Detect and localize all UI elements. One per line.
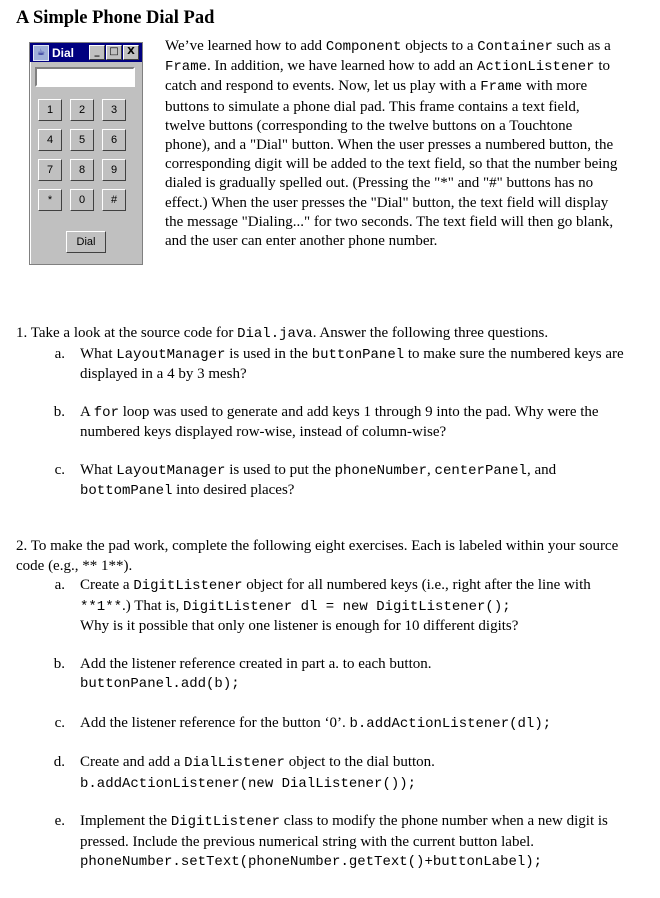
text-span: We’ve learned how to add [165,38,326,54]
text-span: 1. Take a look at the source code for [16,325,238,341]
text-span: A [80,403,94,420]
close-button[interactable]: X [123,45,139,60]
sub-question-label: a. [54,345,65,362]
text-span: Why is it possible that only one listener is enough for 10 different digits? [80,618,519,634]
page-title: A Simple Phone Dial Pad [16,8,215,28]
sub-question-text [80,403,636,443]
text-span: is used to put the [225,461,335,478]
sub-question [16,403,636,443]
phone-number-field[interactable] [35,67,135,87]
dial-button[interactable]: Dial [66,231,106,253]
key-button[interactable]: * [38,189,62,211]
key-button[interactable]: 0 [70,189,94,211]
sub-question-label: c. [54,714,65,731]
key-button[interactable]: 6 [102,129,126,151]
code-span: LayoutManager [116,462,226,479]
sub-question [16,753,636,794]
key-button[interactable]: 1 [38,99,62,121]
text-span: with more buttons to simulate a phone dial pad. This frame contains a text field, twelve buttons (corresponding to the twelve buttons on a Touchtone phone), and a "Dial" button. When the user presses a numbered button, the corresponding digit will be added to the text field, so that the number being dialed is gradually spelled out. (Pressing the "*" and "#" buttons has no effect.) When the user presses the "Dial" button, the text field will display the message "Dialing..." for two seconds. The text field will then go blank, and the user can enter another phone number. [165,78,618,250]
key-button[interactable]: 5 [70,129,94,151]
sub-question-text [80,461,636,502]
code-span: Container [477,39,553,55]
text-span: . Answer the following three questions. [312,325,549,341]
maximize-button[interactable]: □ [106,45,122,60]
text-span: , [427,461,435,478]
text-span: loop was used to generate and add keys 1 through 9 into the pad. Why were the numbered keys displayed row-wise, instead of column-wise? [80,403,599,440]
text-span: to make sure the numbered keys are displayed in a 4 by 3 mesh? [80,345,624,382]
code-span: Dial.java [237,326,313,342]
code-span: DigitListener [170,814,281,830]
code-span: centerPanel [434,462,527,479]
code-span: phoneNumber.setText(phoneNumber.getText()+buttonLabel); [80,854,543,870]
code-span: Frame [480,79,523,96]
text-span: objects to a [401,38,478,54]
sub-question [16,461,636,502]
code-span: b.addActionListener(dl); [349,715,552,732]
sub-question-text [80,812,636,873]
text-span: .) That is, [122,597,183,614]
sub-question [16,345,636,385]
code-span: Frame [165,59,208,76]
minimize-button[interactable]: _ [89,45,105,60]
question-2 [16,537,636,873]
sub-question-label: c. [54,461,65,478]
sub-question-text [80,714,636,735]
text-span: object for all numbered keys (i.e., right after the line with [242,577,591,593]
sub-question-text [80,576,636,637]
code-span: **1** [80,598,123,615]
java-cup-icon: ☕ [33,45,49,61]
text-span: Implement the [80,813,171,829]
code-span: for [93,404,119,421]
window-titlebar [30,43,142,62]
question-1-stem [16,324,636,345]
code-span: LayoutManager [116,346,226,363]
key-button[interactable]: 8 [70,159,94,181]
text-span: Add the listener reference created in part a. to each button. [80,655,432,672]
code-span: buttonPanel.add(b); [80,676,240,692]
sub-question [16,576,636,637]
code-span: DigitListener dl = new DigitListener(); [182,598,511,615]
text-span: is used in the [225,345,312,362]
question-1-items [16,345,636,502]
text-span: . In addition, we have learned how to add an [207,58,477,75]
key-button[interactable]: 7 [38,159,62,181]
question-2-items [16,576,636,873]
sub-question-text [80,753,636,794]
sub-question-label: e. [54,813,65,829]
code-span: b.addActionListener(new DialListener()); [80,775,417,792]
sub-question-text [80,655,636,695]
text-span: into desired places? [172,482,295,498]
key-button[interactable]: # [102,189,126,211]
sub-question-text [80,345,636,385]
intro-paragraph [165,37,620,251]
code-span: Component [325,39,402,55]
sub-question [16,812,636,873]
text-span: Create a [80,577,134,593]
code-span: phoneNumber [334,462,428,479]
question-1 [16,324,636,502]
key-button[interactable]: 3 [102,99,126,121]
text-span: , and [526,461,557,478]
text-span: Create and add a [80,754,185,770]
code-span: ActionListener [476,59,595,76]
dial-window-screenshot [29,42,143,265]
text-span: 2. To make the pad work, complete the following eight exercises. Each is labeled within your source code (e.g., ** 1**). [16,538,619,574]
sub-question [16,655,636,695]
sub-question [16,714,636,735]
sub-question-label: b. [53,403,65,420]
intro-text [165,37,620,251]
code-span: DigitListener [133,578,243,594]
key-button[interactable]: 9 [102,159,126,181]
text-span: to catch and respond to events. Now, let us play with a [165,58,610,95]
text-span: such as a [552,38,611,54]
text-span: Add the listener reference for the button ‘0’. [80,714,350,731]
code-span: DialListener [184,755,285,771]
text-span: What [80,461,117,478]
window-title: Dial [52,45,75,60]
text-span: class to modify the phone number when a new digit is pressed. Include the previous numerical string with the current button label. [80,813,608,850]
sub-question-label: b. [53,655,65,672]
code-span: buttonPanel [311,346,405,363]
key-button[interactable]: 2 [70,99,94,121]
key-button[interactable]: 4 [38,129,62,151]
sub-question-label: a. [54,577,65,593]
text-span: object to the dial button. [284,754,435,770]
button-panel [38,99,134,211]
code-span: bottomPanel [80,483,173,499]
text-span: What [80,345,117,362]
question-2-stem [16,537,636,576]
sub-question-label: d. [53,754,65,770]
